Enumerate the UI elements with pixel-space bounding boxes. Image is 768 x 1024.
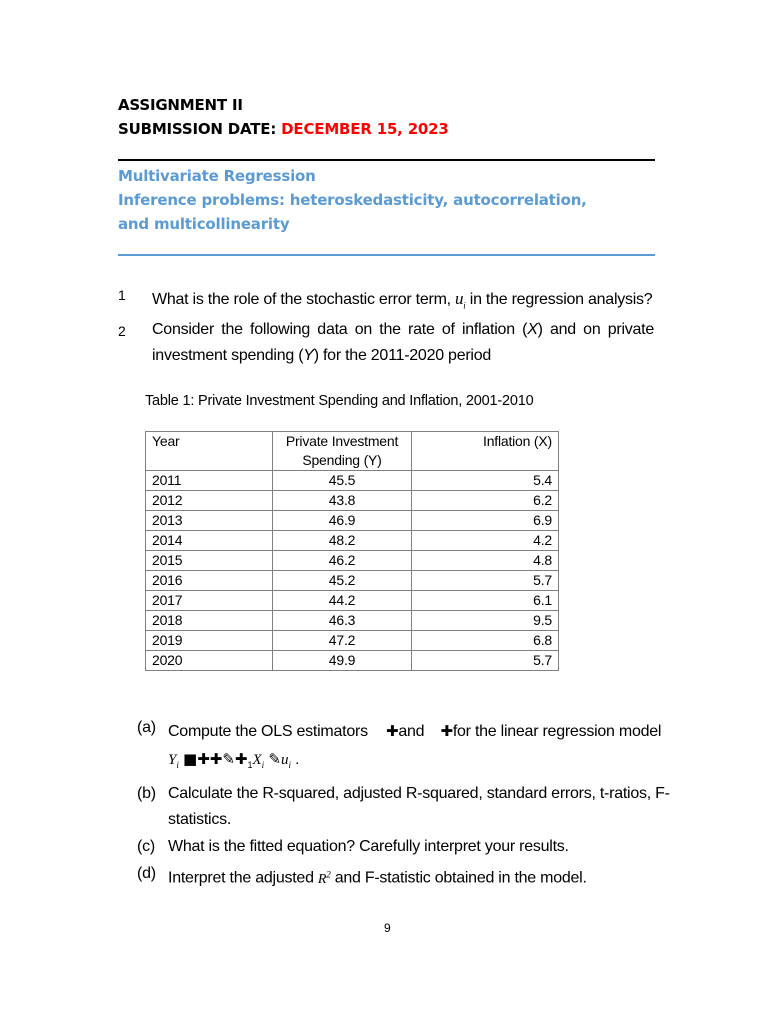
regression-model-equation: $Y_i$ $■✚✚✎✚_1X_i$ $✎u_i$ . bbox=[168, 750, 300, 770]
inflation-cell: 5.4 bbox=[412, 471, 559, 491]
inflation-cell: 6.1 bbox=[412, 591, 559, 611]
investment-cell: 47.2 bbox=[273, 631, 412, 651]
q1-text-before: What is the role of the stochastic error term, bbox=[152, 291, 451, 308]
beta0-hat-symbol: ✚ bbox=[386, 722, 399, 740]
investment-cell: 46.3 bbox=[273, 611, 412, 631]
investment-cell: 45.2 bbox=[273, 571, 412, 591]
investment-cell: 43.8 bbox=[273, 491, 412, 511]
inflation-cell: 6.9 bbox=[412, 511, 559, 531]
table-row bbox=[146, 651, 559, 671]
year-cell: 2019 bbox=[146, 631, 273, 651]
table-row bbox=[146, 591, 559, 611]
inflation-cell: 4.8 bbox=[412, 551, 559, 571]
q2-line-2: investment spending (Y) for the 2011-2020 period bbox=[152, 347, 492, 364]
inflation-cell: 6.8 bbox=[412, 631, 559, 651]
year-cell: 2014 bbox=[146, 531, 273, 551]
q1-text bbox=[152, 286, 652, 318]
submission-date: DECEMBER 15, 2023 bbox=[281, 120, 449, 138]
investment-cell: 45.5 bbox=[273, 471, 412, 491]
topic-line-3: and multicollinearity bbox=[118, 215, 290, 233]
investment-cell: 49.9 bbox=[273, 651, 412, 671]
subq-b-line-1: Calculate the R-squared, adjusted R-squared, standard errors, t-ratios, F- bbox=[168, 785, 670, 802]
submission-label: SUBMISSION DATE: bbox=[118, 120, 277, 138]
equation-glyph-plus: ✎ bbox=[268, 750, 281, 768]
investment-cell: 46.9 bbox=[273, 511, 412, 531]
q2-number: 2 bbox=[118, 323, 126, 339]
inflation-cell: 4.2 bbox=[412, 531, 559, 551]
subq-d-label: (d) bbox=[137, 865, 156, 882]
year-cell: 2017 bbox=[146, 591, 273, 611]
blue-divider bbox=[118, 254, 655, 256]
column-header-year: Year bbox=[146, 432, 273, 471]
subq-c-text: What is the fitted equation? Carefully interpret your results. bbox=[168, 838, 569, 855]
inflation-cell: 5.7 bbox=[412, 651, 559, 671]
table-row bbox=[146, 551, 559, 571]
table-row bbox=[146, 471, 559, 491]
subq-b-label: (b) bbox=[137, 785, 156, 802]
top-divider bbox=[118, 159, 655, 161]
year-cell: 2013 bbox=[146, 511, 273, 531]
submission-line bbox=[118, 120, 449, 138]
data-table bbox=[145, 431, 559, 671]
beta1-hat-symbol: ✚ bbox=[440, 722, 453, 740]
year-cell: 2012 bbox=[146, 491, 273, 511]
q2-line-1: Consider the following data on the rate of inflation (X) and on private bbox=[152, 321, 655, 338]
table-caption: Table 1: Private Investment Spending and Inflation, 2001-2010 bbox=[145, 393, 534, 409]
table-row bbox=[146, 571, 559, 591]
subq-a-label: (a) bbox=[137, 719, 156, 736]
inflation-cell: 6.2 bbox=[412, 491, 559, 511]
subq-d-text: Interpret the adjusted $R^2$ and F-statistic obtained in the model. bbox=[168, 869, 587, 887]
year-cell: 2018 bbox=[146, 611, 273, 631]
subq-a-text: Compute the OLS estimators ✚and ✚for the linear regression model bbox=[168, 722, 662, 740]
investment-cell: 46.2 bbox=[273, 551, 412, 571]
subq-b-line-2: statistics. bbox=[168, 811, 232, 828]
page-number: 9 bbox=[384, 921, 391, 935]
equation-glyphs: ■✚✚✎✚ bbox=[183, 750, 248, 768]
r-squared-symbol: $R^2$ bbox=[317, 869, 331, 887]
table-row bbox=[146, 631, 559, 651]
subq-c-label: (c) bbox=[137, 838, 155, 855]
table-header-row bbox=[146, 432, 559, 471]
inflation-cell: 9.5 bbox=[412, 611, 559, 631]
year-cell: 2011 bbox=[146, 471, 273, 491]
q1-number: 1 bbox=[118, 287, 126, 303]
column-header-investment: Private Investment Spending (Y) bbox=[273, 432, 412, 471]
table-row bbox=[146, 611, 559, 631]
year-cell: 2015 bbox=[146, 551, 273, 571]
investment-cell: 44.2 bbox=[273, 591, 412, 611]
table-row bbox=[146, 491, 559, 511]
error-term-symbol: $u_i$ bbox=[455, 289, 466, 311]
assignment-title: ASSIGNMENT II bbox=[118, 96, 243, 114]
table-row bbox=[146, 511, 559, 531]
year-cell: 2020 bbox=[146, 651, 273, 671]
investment-cell: 48.2 bbox=[273, 531, 412, 551]
q1-text-after: in the regression analysis? bbox=[469, 291, 653, 308]
year-cell: 2016 bbox=[146, 571, 273, 591]
topic-line-2: Inference problems: heteroskedasticity, autocorrelation, bbox=[118, 191, 587, 209]
table-row bbox=[146, 531, 559, 551]
inflation-cell: 5.7 bbox=[412, 571, 559, 591]
topic-title: Multivariate Regression bbox=[118, 167, 316, 185]
column-header-inflation: Inflation (X) bbox=[412, 432, 559, 471]
